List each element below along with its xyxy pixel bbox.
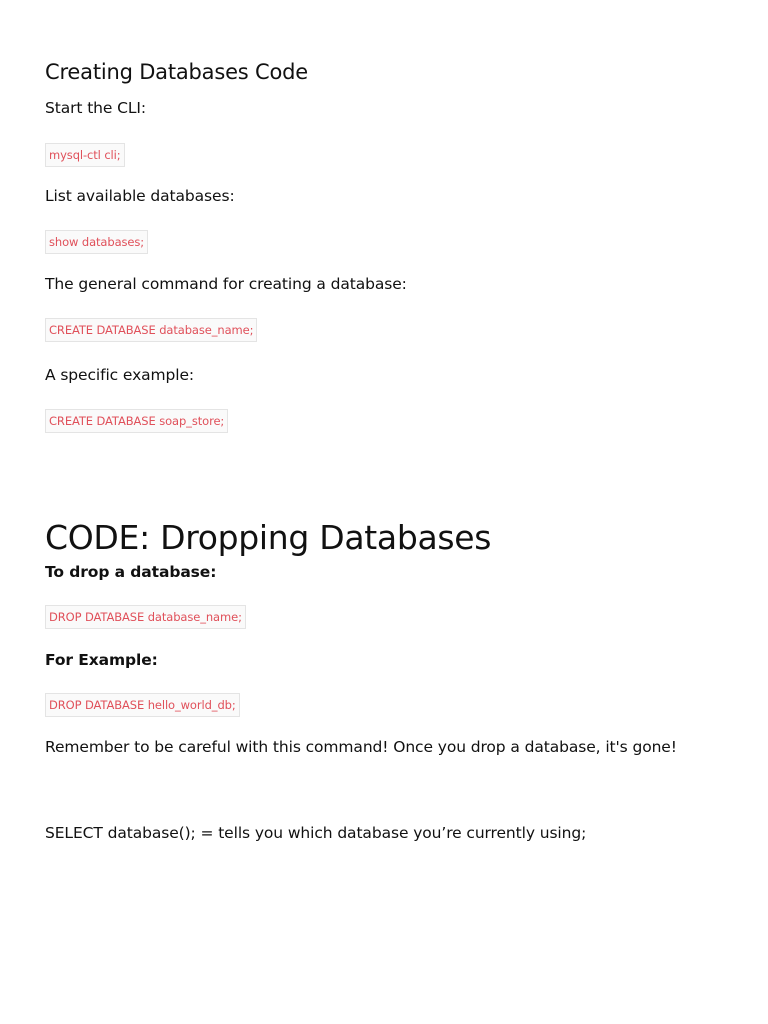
label-to-drop-database: To drop a database: — [45, 563, 217, 581]
code-text: CREATE DATABASE soap_store; — [45, 409, 228, 433]
code-text: CREATE DATABASE database_name; — [45, 318, 257, 342]
label-for-example: For Example: — [45, 651, 158, 669]
select-database-note: SELECT database(); = tells you which database you’re currently using; — [45, 824, 587, 842]
section-heading-creating-databases: Creating Databases Code — [45, 60, 308, 84]
code-block-create-database — [45, 318, 257, 342]
code-block-create-soap-store — [45, 409, 228, 433]
code-text: DROP DATABASE database_name; — [45, 605, 246, 629]
code-block-drop-database — [45, 605, 246, 629]
code-block-start-cli — [45, 143, 125, 167]
step-label-specific-example: A specific example: — [45, 366, 195, 384]
step-label-start-cli: Start the CLI: — [45, 99, 147, 117]
code-text: DROP DATABASE hello_world_db; — [45, 693, 240, 717]
step-label-list-databases: List available databases: — [45, 187, 235, 205]
code-text: mysql-ctl cli; — [45, 143, 125, 167]
step-label-general-create: The general command for creating a database: — [45, 275, 407, 293]
code-block-drop-hello-world — [45, 693, 240, 717]
section-heading-dropping-databases: CODE: Dropping Databases — [45, 518, 492, 557]
code-text: show databases; — [45, 230, 148, 254]
code-block-show-databases — [45, 230, 148, 254]
warning-text: Remember to be careful with this command! Once you drop a database, it's gone! — [45, 738, 677, 756]
